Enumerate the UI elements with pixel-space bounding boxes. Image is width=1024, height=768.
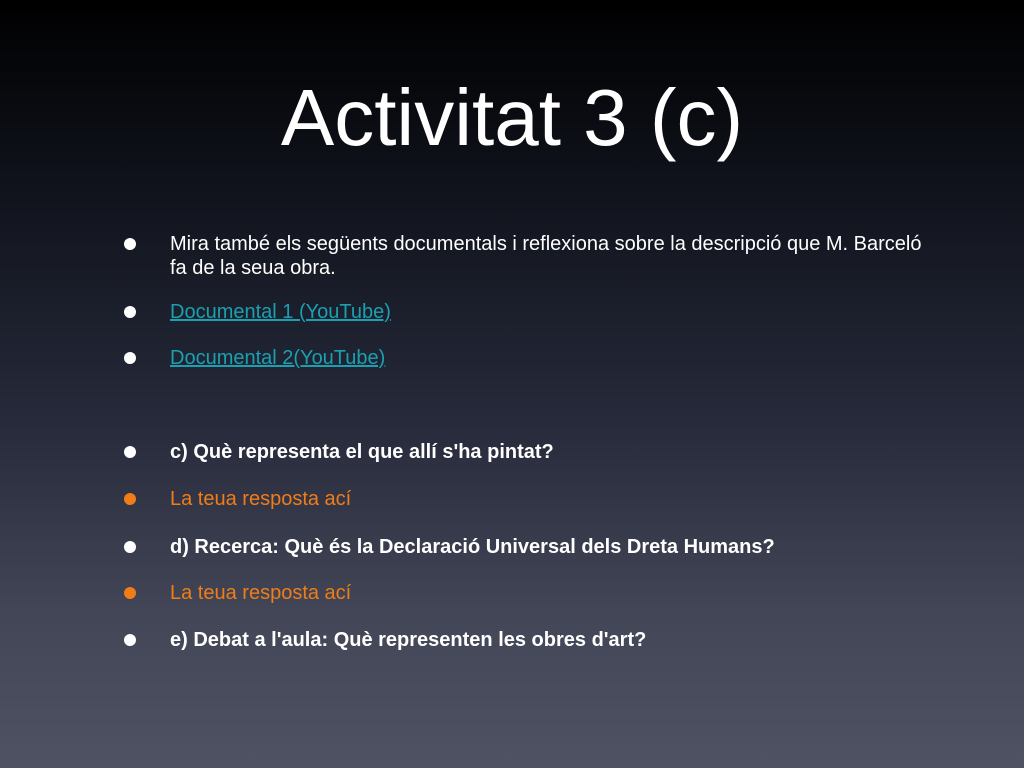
answer-d-field[interactable]: La teua resposta ací [170,582,352,604]
question-c: c) Què representa el que allí s'ha pintat? [170,441,554,463]
bullet-dot [124,306,136,318]
intro-text: Mira també els següents documentals i reflexiona sobre la descripció que M. Barceló fa de la seua obra. [170,233,922,279]
documental-2-link[interactable]: Documental 2(YouTube) [170,347,386,369]
answer-c-field[interactable]: La teua resposta ací [170,488,352,510]
bullet-dot [124,352,136,364]
slide-title: Activitat 3 (c) [280,73,744,162]
bullet-dot [124,541,136,553]
bullet-dot [124,587,136,599]
bullet-dot [124,238,136,250]
question-e: e) Debat a l'aula: Què representen les obres d'art? [170,629,647,651]
question-d: d) Recerca: Què és la Declaració Universal dels Dreta Humans? [170,536,775,558]
bullet-dot [124,634,136,646]
bullet-dot [124,446,136,458]
bullet-dot [124,493,136,505]
documental-1-link[interactable]: Documental 1 (YouTube) [170,301,391,323]
